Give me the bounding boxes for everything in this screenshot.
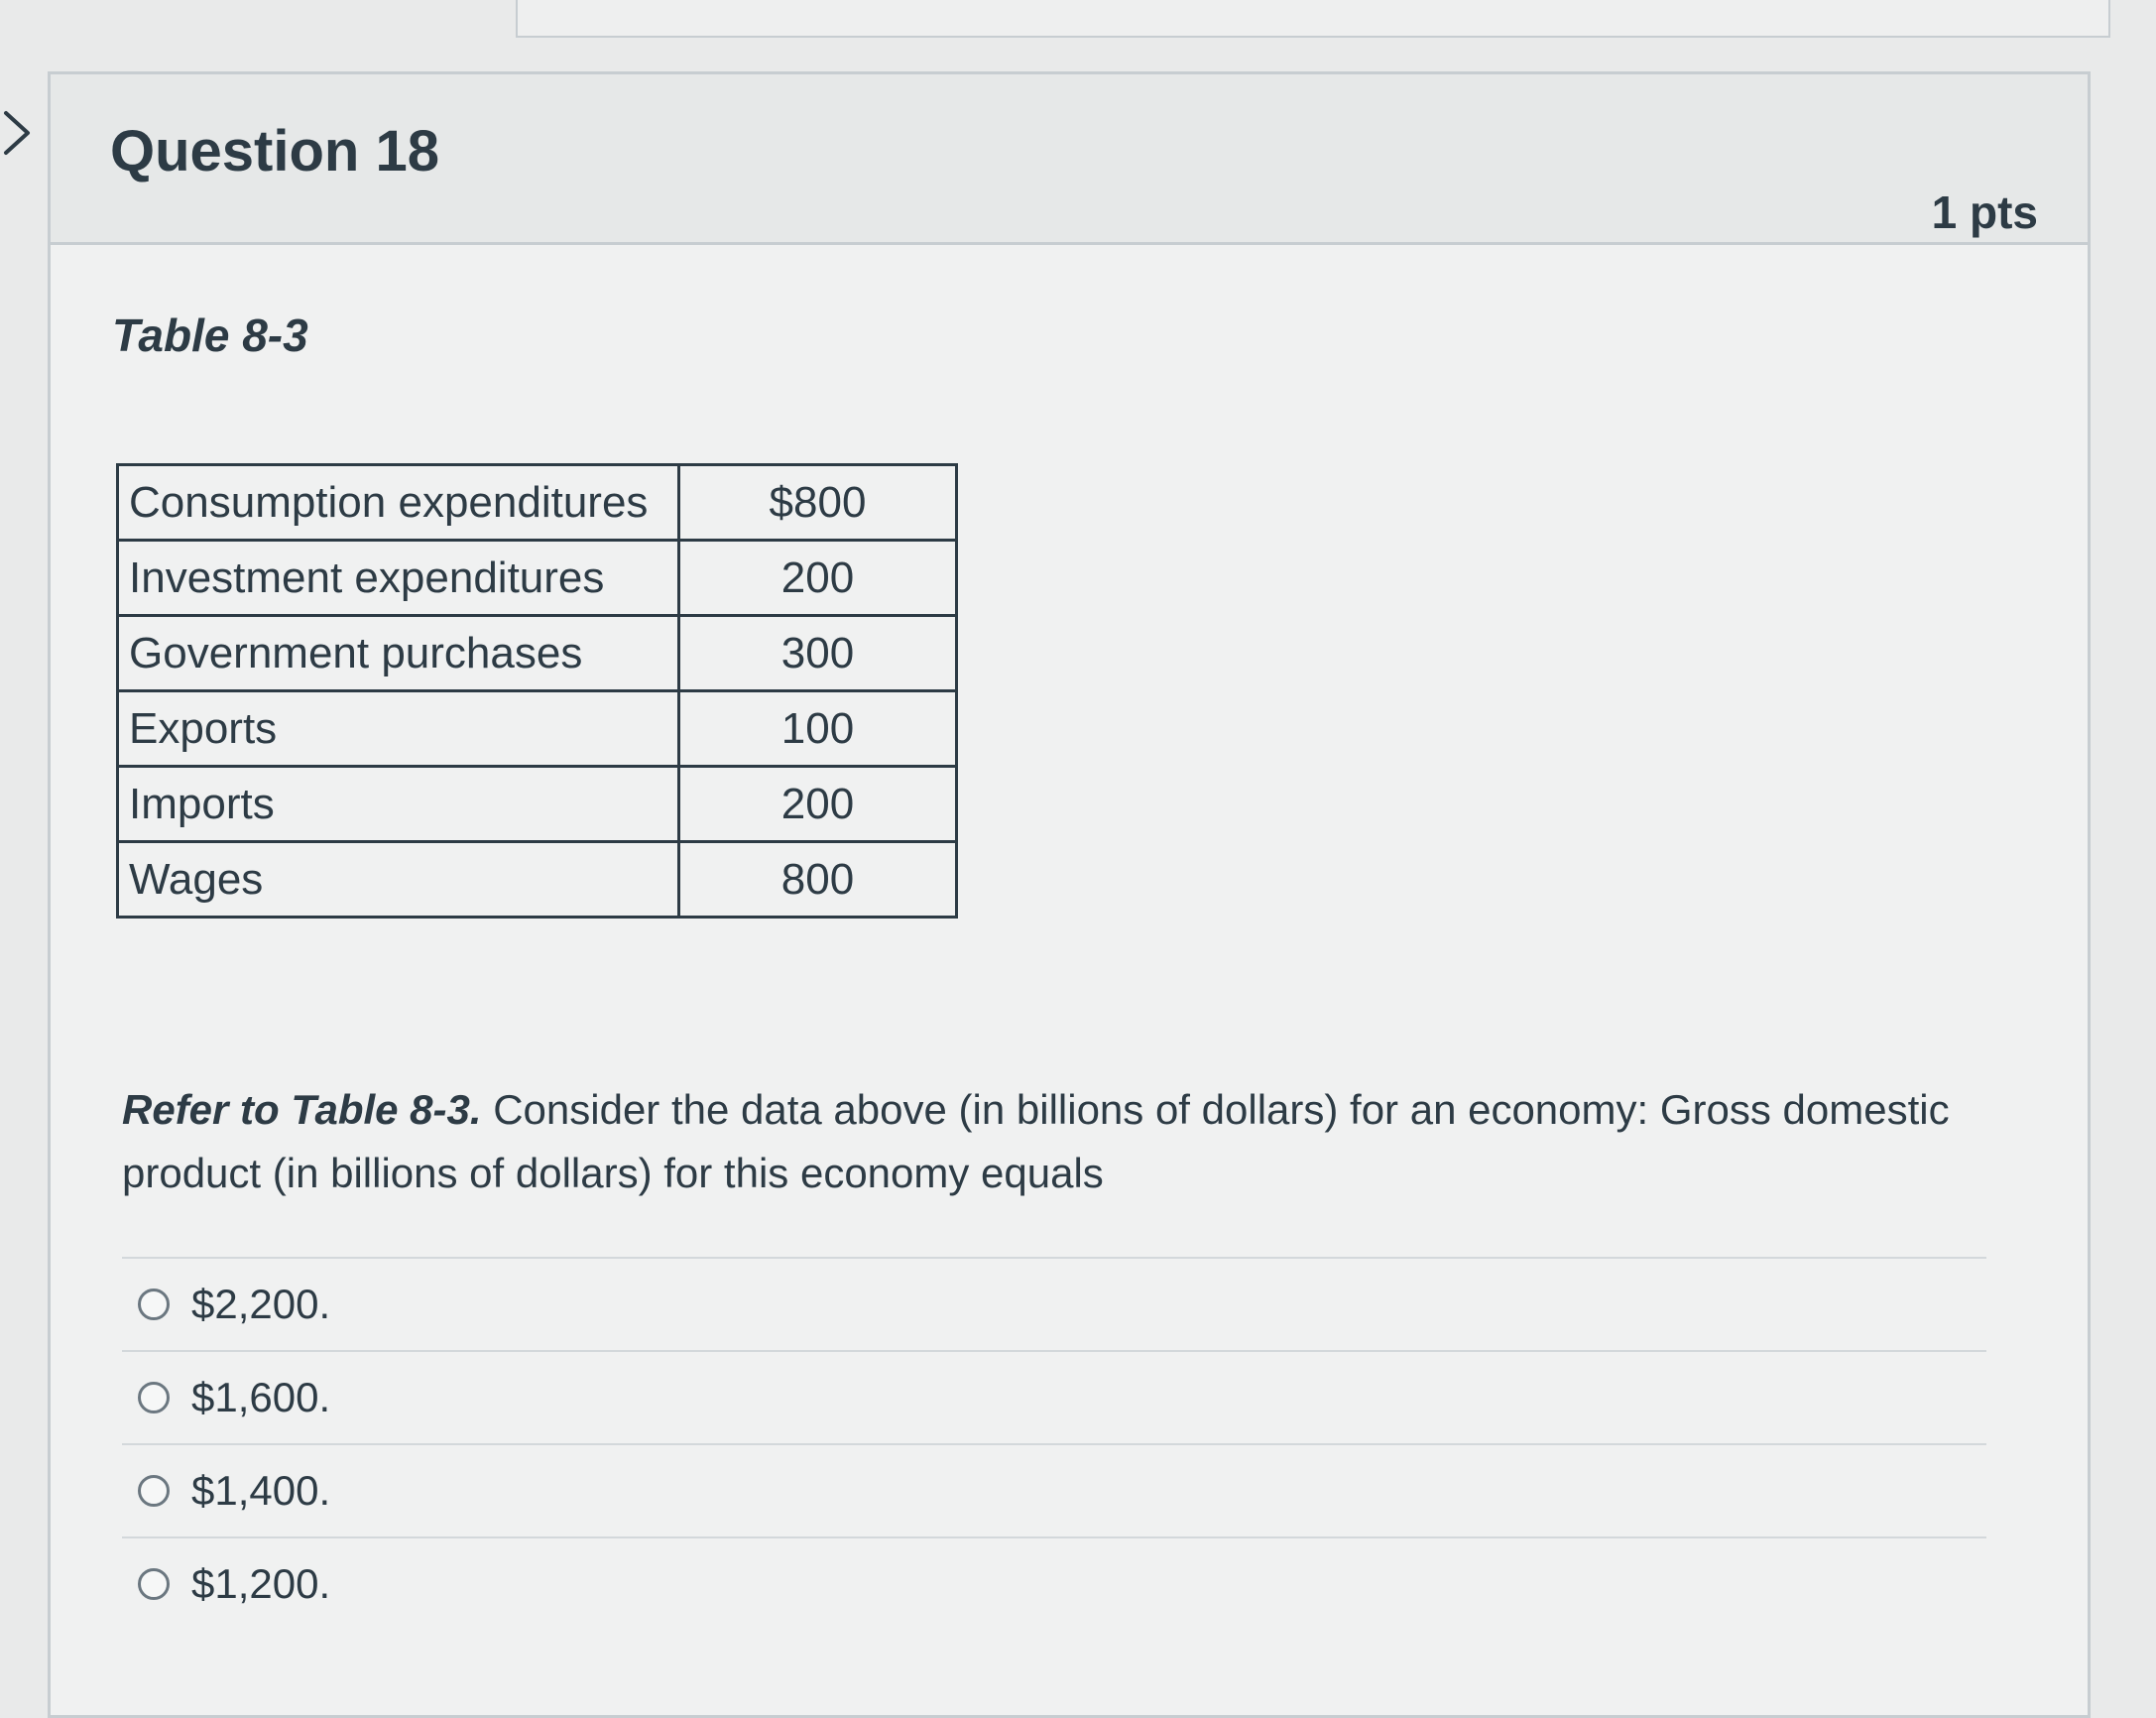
question-prompt-reference: Refer to Table 8-3. xyxy=(122,1086,482,1133)
question-title: Question 18 xyxy=(110,119,439,184)
answer-label[interactable]: $2,200. xyxy=(191,1281,331,1327)
question-card xyxy=(48,71,2091,1718)
chevron-right-icon[interactable] xyxy=(0,107,36,159)
row-label: Consumption expenditures xyxy=(118,465,679,541)
row-value: 800 xyxy=(679,842,957,918)
previous-question-card-edge xyxy=(516,0,2110,38)
row-value: 200 xyxy=(679,541,957,616)
row-label: Exports xyxy=(118,691,679,767)
radio-button[interactable] xyxy=(138,1568,170,1600)
table-row xyxy=(118,541,957,616)
row-value: 200 xyxy=(679,767,957,842)
table-row xyxy=(118,842,957,918)
radio-button[interactable] xyxy=(138,1288,170,1320)
answer-label[interactable]: $1,400. xyxy=(191,1467,331,1514)
table-row xyxy=(118,616,957,691)
data-table xyxy=(116,463,958,919)
row-value: $800 xyxy=(679,465,957,541)
question-prompt xyxy=(122,1078,2026,1205)
table-caption: Table 8-3 xyxy=(112,309,308,361)
answer-list xyxy=(122,1257,1986,1630)
answer-option[interactable] xyxy=(122,1257,1986,1350)
answer-label[interactable]: $1,200. xyxy=(191,1560,331,1607)
table-row xyxy=(118,767,957,842)
table-row xyxy=(118,465,957,541)
row-value: 300 xyxy=(679,616,957,691)
question-points: 1 pts xyxy=(1931,186,2038,238)
question-prompt-text: Consider the data above (in billions of dollars) for an economy: Gross domestic product (in billions of dollars) for this economy equals xyxy=(122,1086,1950,1196)
table-row xyxy=(118,691,957,767)
radio-button[interactable] xyxy=(138,1382,170,1413)
radio-button[interactable] xyxy=(138,1475,170,1507)
row-label: Wages xyxy=(118,842,679,918)
answer-option[interactable] xyxy=(122,1350,1986,1443)
question-header xyxy=(51,74,2088,245)
row-label: Investment expenditures xyxy=(118,541,679,616)
row-label: Imports xyxy=(118,767,679,842)
row-value: 100 xyxy=(679,691,957,767)
row-label: Government purchases xyxy=(118,616,679,691)
answer-label[interactable]: $1,600. xyxy=(191,1374,331,1420)
answer-option[interactable] xyxy=(122,1536,1986,1630)
answer-option[interactable] xyxy=(122,1443,1986,1536)
